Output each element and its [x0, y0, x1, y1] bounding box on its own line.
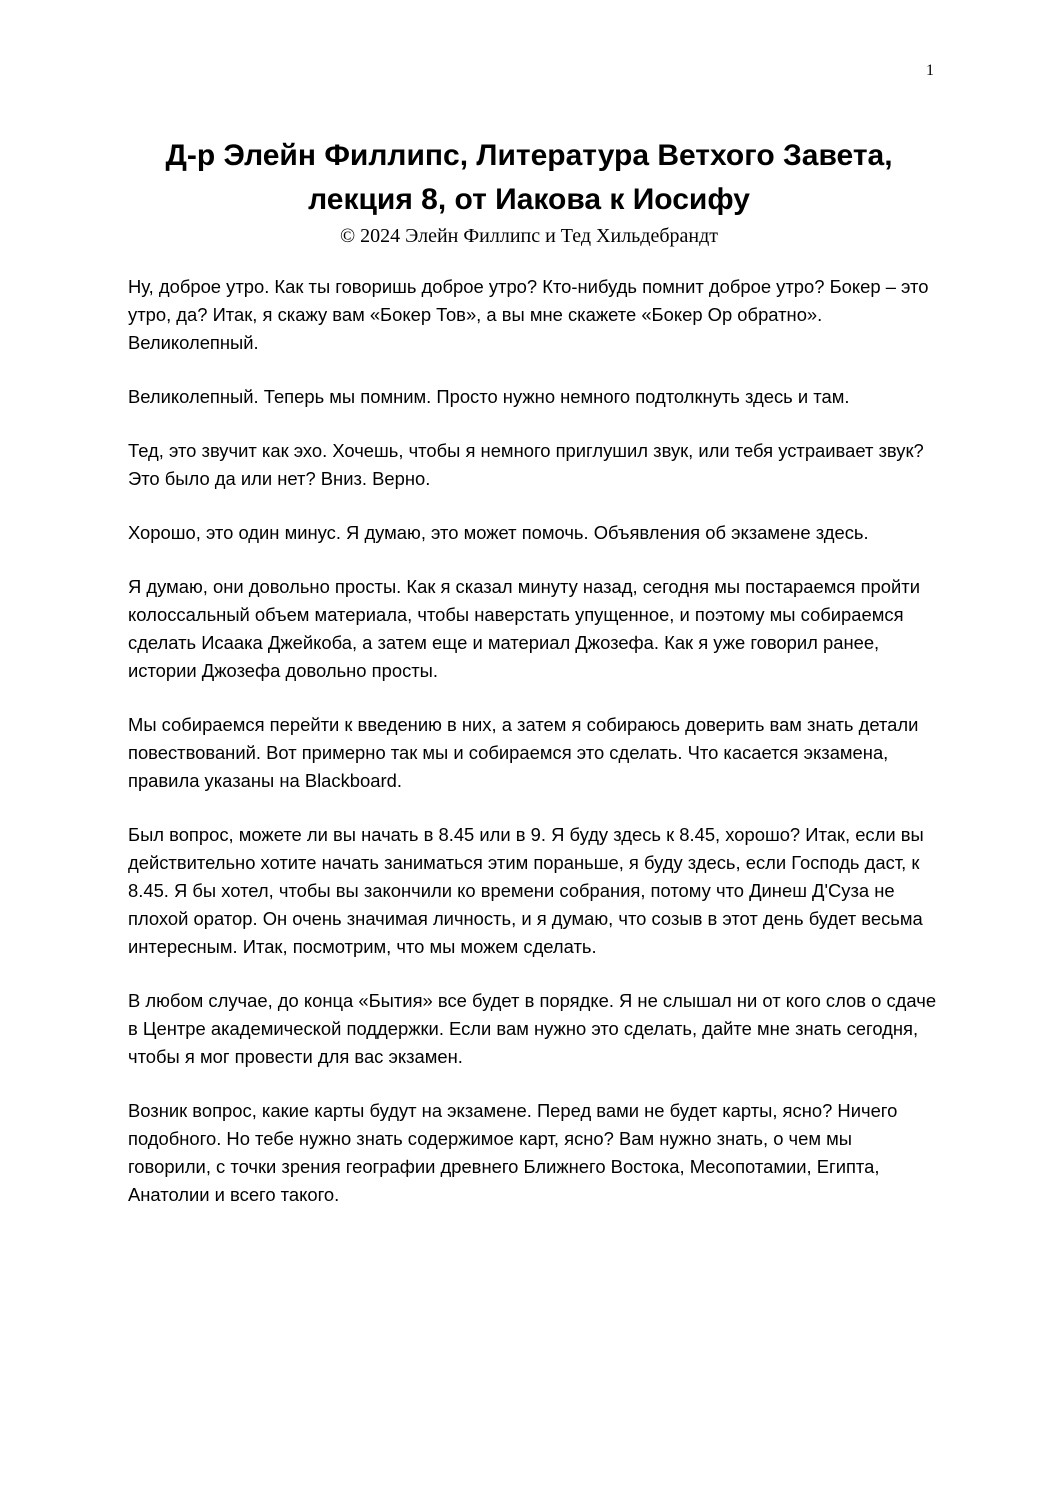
title-line-1: Д-р Элейн Филлипс, Литература Ветхого Завета,: [165, 139, 893, 172]
document-body: [128, 273, 938, 1235]
paragraph: Я думаю, они довольно просты. Как я сказал минуту назад, сегодня мы постараемся пройти колоссальный объем материала, чтобы наверстать упущенное, и поэтому мы собираемся сделать Исаака Джейкоба, а затем еще и материал Джозефа. Как я уже говорил ранее, истории Джозефа довольно просты.: [128, 576, 920, 681]
copyright-notice: © 2024 Элейн Филлипс и Тед Хильдебрандт: [339, 225, 719, 247]
paragraph: Мы собираемся перейти к введению в них, а затем я собираюсь доверить вам знать детали повествований. Вот примерно так мы и собираемся это сделать. Что касается экзамена, правила указаны на Blackboard.: [128, 714, 919, 791]
paragraph: Хорошо, это один минус. Я думаю, это может помочь. Объявления об экзамене здесь.: [128, 522, 869, 543]
title-line-2: лекция 8, от Иакова к Иосифу: [308, 183, 750, 216]
page-number: 1: [926, 62, 934, 79]
paragraph: Возник вопрос, какие карты будут на экзамене. Перед вами не будет карты, ясно? Ничего подобного. Но тебе нужно знать содержимое карт, ясно? Вам нужно знать, о чем мы говорили, с точки зрения географии древнего Ближнего Востока, Месопотамии, Египта, Анатолии и всего такого.: [128, 1100, 898, 1205]
paragraph: Ну, доброе утро. Как ты говоришь доброе утро? Кто-нибудь помнит доброе утро? Бокер – это утро, да? Итак, я скажу вам «Бокер Тов», а вы мне скажете «Бокер Ор обратно». Великолепный.: [128, 276, 929, 353]
paragraph: Тед, это звучит как эхо. Хочешь, чтобы я немного приглушил звук, или тебя устраивает звук? Это было да или нет? Вниз. Верно.: [128, 440, 924, 489]
paragraph: Был вопрос, можете ли вы начать в 8.45 или в 9. Я буду здесь к 8.45, хорошо? Итак, если вы действительно хотите начать заниматься этим пораньше, я буду здесь, если Господь даст, к 8.45. Я бы хотел, чтобы вы закончили ко времени собрания, потому что Динеш Д'Суза не плохой оратор. Он очень значимая личность, и я думаю, что созыв в этот день будет весьма интересным. Итак, посмотрим, что мы можем сделать.: [128, 824, 924, 957]
page-title: [100, 134, 958, 222]
paragraph: Великолепный. Теперь мы помним. Просто нужно немного подтолкнуть здесь и там.: [128, 386, 850, 407]
paragraph: В любом случае, до конца «Бытия» все будет в порядке. Я не слышал ни от кого слов о сдаче в Центре академической поддержки. Если вам нужно это сделать, дайте мне знать сегодня, чтобы я мог провести для вас экзамен.: [128, 990, 937, 1067]
